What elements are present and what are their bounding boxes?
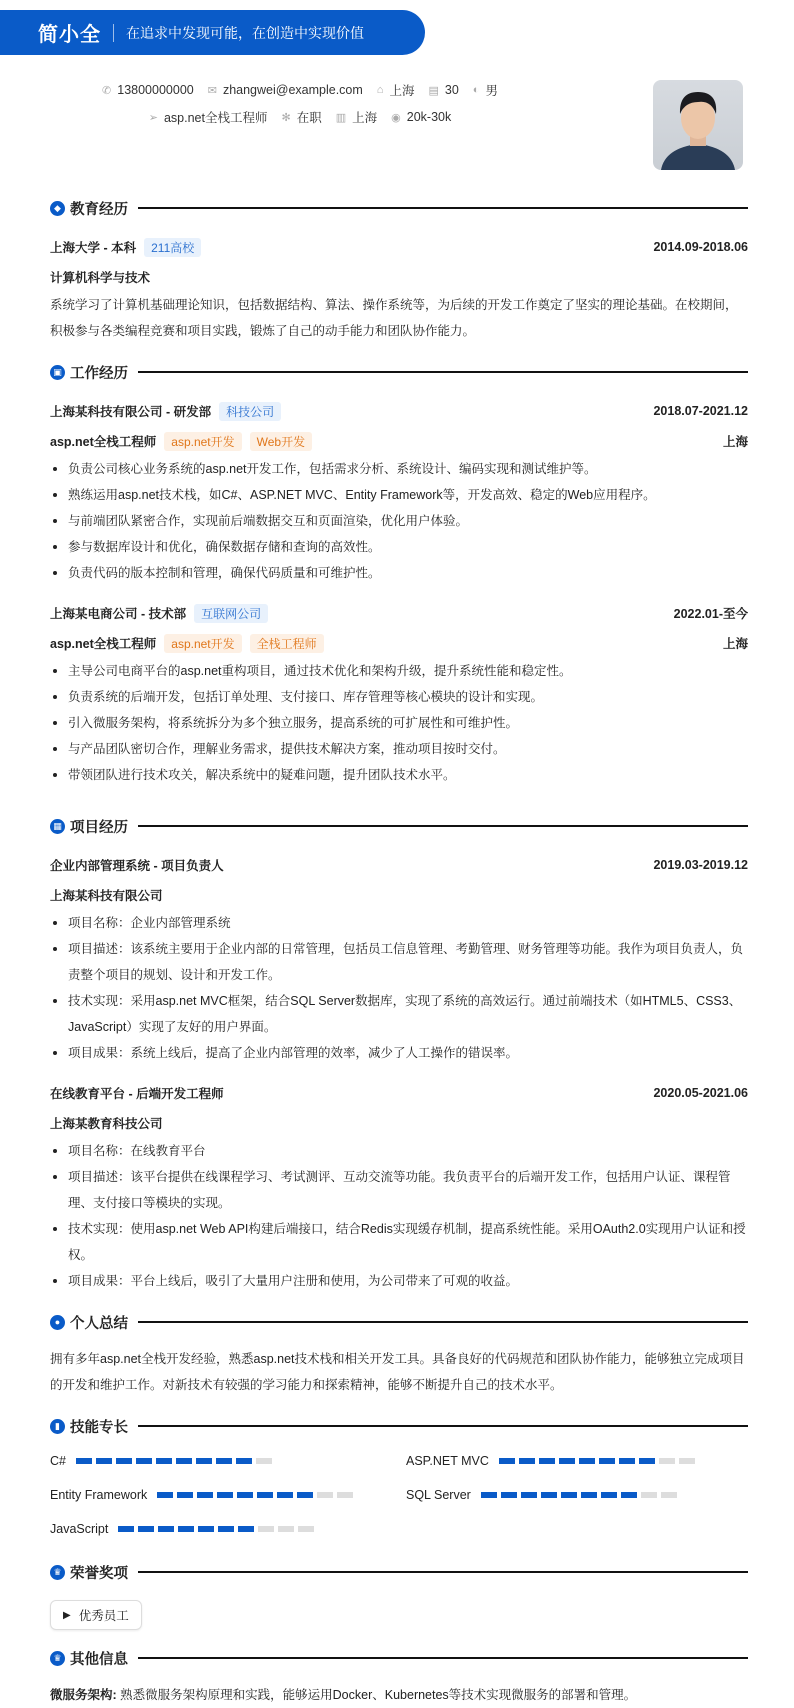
list-item: 主导公司电商平台的asp.net重构项目，通过技术优化和架构升级，提升系统性能和稳定性。 bbox=[50, 658, 748, 684]
resume-content bbox=[50, 196, 748, 1708]
skill-level-segment bbox=[639, 1458, 655, 1464]
role: asp.net全栈工程师 bbox=[50, 637, 157, 651]
education-date: 2014.09-2018.06 bbox=[653, 240, 748, 254]
skill-level-segment bbox=[539, 1458, 555, 1464]
skill-level-segment bbox=[256, 1458, 272, 1464]
skill-level-segment bbox=[158, 1526, 174, 1532]
major: 计算机科学与技术 bbox=[50, 271, 151, 285]
skill-level-segment bbox=[581, 1492, 597, 1498]
skill-level-segment bbox=[297, 1492, 313, 1498]
list-item: 负责系统的后端开发，包括订单处理、支付接口、库存管理等核心模块的设计和实现。 bbox=[50, 684, 748, 710]
phone: 13800000000 bbox=[117, 83, 194, 97]
project-company: 上海某科技有限公司 bbox=[50, 889, 163, 903]
project-company: 上海某教育科技公司 bbox=[50, 1117, 163, 1131]
work-item bbox=[50, 598, 748, 788]
skill-level-segment bbox=[659, 1458, 675, 1464]
section-header-projects bbox=[50, 814, 748, 838]
skill-name: Entity Framework bbox=[50, 1488, 148, 1502]
list-item: 项目描述：该平台提供在线课程学习、考试测评、互动交流等功能。我负责平台的后端开发工作，包括用户认证、课程管理、支付接口等模块的实现。 bbox=[50, 1164, 748, 1216]
grid-icon: ▦ bbox=[50, 819, 65, 834]
section-header-summary bbox=[50, 1310, 748, 1334]
skill-level-segment bbox=[541, 1492, 557, 1498]
divider bbox=[113, 24, 114, 42]
skill-level-segment bbox=[481, 1492, 497, 1498]
skill-level-segment bbox=[521, 1492, 537, 1498]
work-date: 2018.07-2021.12 bbox=[653, 404, 748, 418]
email: zhangwei@example.com bbox=[222, 83, 363, 97]
skill-level-segment bbox=[197, 1492, 213, 1498]
section-line bbox=[138, 1571, 748, 1573]
skill-level-segment bbox=[599, 1458, 615, 1464]
section-header-other bbox=[50, 1646, 748, 1670]
skill-level-bar bbox=[118, 1526, 314, 1532]
education-icon: ◆ bbox=[50, 201, 65, 216]
position: asp.net全栈工程师 bbox=[163, 111, 268, 125]
skill-level-segment bbox=[138, 1526, 154, 1532]
skill-level-segment bbox=[501, 1492, 517, 1498]
project-item bbox=[50, 1078, 748, 1294]
list-item: 项目描述：该系统主要用于企业内部的日常管理，包括员工信息管理、考勤管理、财务管理等功能。我作为项目负责人，负责整个项目的规划、设计和开发工作。 bbox=[50, 936, 748, 988]
section-title: 项目经历 bbox=[70, 819, 128, 836]
gender: 男 bbox=[485, 84, 498, 98]
section-line bbox=[138, 1321, 748, 1323]
list-item: 技术实现：采用asp.net MVC框架，结合SQL Server数据库，实现了系统的高效运行。通过前端技术（如HTML5、CSS3、JavaScript）实现了友好的用户界面。 bbox=[50, 988, 748, 1040]
work-item bbox=[50, 396, 748, 586]
skill-level-segment bbox=[661, 1492, 677, 1498]
list-item: 负责代码的版本控制和管理，确保代码质量和可维护性。 bbox=[50, 560, 748, 586]
skill-level-segment bbox=[337, 1492, 353, 1498]
other-label: 微服务架构: bbox=[50, 1688, 117, 1702]
skill-level-bar bbox=[76, 1458, 272, 1464]
company: 上海某科技有限公司 - 研发部 bbox=[50, 405, 212, 419]
skills-grid bbox=[50, 1450, 748, 1540]
skill-item bbox=[50, 1484, 406, 1506]
skill-name: JavaScript bbox=[50, 1522, 109, 1536]
skill-level-segment bbox=[559, 1458, 575, 1464]
home-icon: ⌂ bbox=[376, 84, 384, 96]
skill-level-segment bbox=[499, 1458, 515, 1464]
skill-level-segment bbox=[679, 1458, 695, 1464]
section-title: 教育经历 bbox=[70, 201, 128, 218]
education-row bbox=[50, 232, 748, 262]
info-row-1 bbox=[0, 81, 600, 99]
skill-level-segment bbox=[118, 1526, 134, 1532]
skill-level-segment bbox=[579, 1458, 595, 1464]
section-line bbox=[138, 207, 748, 209]
info-icon: ♛ bbox=[50, 1651, 65, 1666]
skill-level-segment bbox=[76, 1458, 92, 1464]
section-title: 其他信息 bbox=[70, 1651, 128, 1668]
skill-level-segment bbox=[176, 1458, 192, 1464]
school: 上海大学 - 本科 bbox=[50, 241, 137, 255]
project-title: 企业内部管理系统 - 项目负责人 bbox=[50, 859, 224, 873]
skill-level-segment bbox=[236, 1458, 252, 1464]
list-item: 熟练运用asp.net技术栈，如C#、ASP.NET MVC、Entity Framework等，开发高效、稳定的Web应用程序。 bbox=[50, 482, 748, 508]
skill-level-segment bbox=[157, 1492, 173, 1498]
age: 30 bbox=[444, 83, 459, 97]
avatar-photo bbox=[653, 80, 743, 170]
skill-level-segment bbox=[178, 1526, 194, 1532]
email-icon: ✉ bbox=[207, 84, 217, 97]
work-city: 上海 bbox=[722, 435, 748, 449]
project-title: 在线教育平台 - 后端开发工程师 bbox=[50, 1087, 224, 1101]
gender-icon: ◐ bbox=[472, 84, 480, 96]
skill-level-segment bbox=[218, 1526, 234, 1532]
list-item: 技术实现：使用asp.net Web API构建后端接口，结合Redis实现缓存机制，提高系统性能。采用OAuth2.0实现用户认证和授权。 bbox=[50, 1216, 748, 1268]
briefcase-icon: ▣ bbox=[50, 365, 65, 380]
skill-level-segment bbox=[561, 1492, 577, 1498]
list-item: 带领团队进行技术攻关，解决系统中的疑难问题，提升团队技术水平。 bbox=[50, 762, 748, 788]
motto: 在追求中发现可能，在创造中实现价值 bbox=[126, 24, 364, 41]
chart-icon: ▮ bbox=[50, 1419, 65, 1434]
section-header-education bbox=[50, 196, 748, 220]
section-line bbox=[138, 825, 748, 827]
skill-level-segment bbox=[258, 1526, 274, 1532]
skill-level-segment bbox=[96, 1458, 112, 1464]
skill-level-segment bbox=[257, 1492, 273, 1498]
skill-level-segment bbox=[519, 1458, 535, 1464]
project-date: 2019.03-2019.12 bbox=[653, 858, 748, 872]
skill-level-segment bbox=[277, 1492, 293, 1498]
section-title: 工作经历 bbox=[70, 365, 128, 382]
skill-level-segment bbox=[216, 1458, 232, 1464]
role-tag: asp.net开发 bbox=[164, 432, 241, 451]
skill-item bbox=[406, 1450, 748, 1472]
section-line bbox=[138, 371, 748, 373]
skill-item bbox=[406, 1484, 748, 1506]
city: 上海 bbox=[389, 84, 415, 98]
skill-level-segment bbox=[298, 1526, 314, 1532]
company: 上海某电商公司 - 技术部 bbox=[50, 607, 187, 621]
skill-level-segment bbox=[116, 1458, 132, 1464]
skill-level-segment bbox=[196, 1458, 212, 1464]
list-item: 与前端团队紧密合作，实现前后端数据交互和页面渲染，优化用户体验。 bbox=[50, 508, 748, 534]
list-item: 与产品团队密切合作，理解业务需求，提供技术解决方案，推动项目按时交付。 bbox=[50, 736, 748, 762]
honor-label: 优秀员工 bbox=[78, 1609, 129, 1623]
list-item: 项目成果：平台上线后，吸引了大量用户注册和使用，为公司带来了可观的收益。 bbox=[50, 1268, 748, 1294]
skill-level-segment bbox=[136, 1458, 152, 1464]
skill-level-bar bbox=[157, 1492, 353, 1498]
salary: 20k-30k bbox=[406, 110, 452, 124]
honor-item[interactable] bbox=[50, 1600, 142, 1630]
role: asp.net全栈工程师 bbox=[50, 435, 157, 449]
skill-level-segment bbox=[217, 1492, 233, 1498]
award-icon: ♛ bbox=[50, 1565, 65, 1580]
work-date: 2022.01-至今 bbox=[673, 607, 748, 621]
list-item: 项目名称：在线教育平台 bbox=[50, 1138, 748, 1164]
list-item: 负责公司核心业务系统的asp.net开发工作，包括需求分析、系统设计、编码实现和测试维护等。 bbox=[50, 456, 748, 482]
play-icon: ▶ bbox=[63, 1609, 71, 1621]
project-item bbox=[50, 850, 748, 1066]
other-text: 熟悉微服务架构原理和实践，能够运用Docker、Kubernetes等技术实现微服务的部署和管理。 bbox=[120, 1688, 637, 1702]
phone-icon: ✆ bbox=[102, 84, 112, 97]
role-tag: 全栈工程师 bbox=[250, 634, 324, 653]
section-header-skills bbox=[50, 1414, 748, 1438]
skill-level-bar bbox=[481, 1492, 677, 1498]
section-header-work bbox=[50, 360, 748, 384]
summary-text: 拥有多年asp.net全栈开发经验，熟悉asp.net技术栈和相关开发工具。具备良好的代码规范和团队协作能力，能够独立完成项目的开发和维护工作。对新技术有较强的学习能力和探索精神，能够不断提升自己的技术水平。 bbox=[50, 1352, 745, 1392]
list-item: 参与数据库设计和优化，确保数据存储和查询的高效性。 bbox=[50, 534, 748, 560]
skill-name: ASP.NET MVC bbox=[406, 1454, 489, 1468]
list-item: 项目成果：系统上线后，提高了企业内部管理的效率，减少了人工操作的错误率。 bbox=[50, 1040, 748, 1066]
info-row-2 bbox=[0, 108, 600, 126]
project-date: 2020.05-2021.06 bbox=[653, 1086, 748, 1100]
skill-level-segment bbox=[238, 1526, 254, 1532]
skill-level-segment bbox=[619, 1458, 635, 1464]
status: 在职 bbox=[296, 111, 322, 125]
skill-name: C# bbox=[50, 1454, 66, 1468]
skill-level-segment bbox=[237, 1492, 253, 1498]
education-desc: 系统学习了计算机基础理论知识，包括数据结构、算法、操作系统等，为后续的开发工作奠定了坚实的理论基础。在校期间，积极参与各类编程竞赛和项目实践，锻炼了自己的动手能力和团队协作能力。 bbox=[50, 298, 738, 338]
target-city: 上海 bbox=[352, 111, 378, 125]
list-item: 引入微服务架构，将系统拆分为多个独立服务，提高系统的可扩展性和可维护性。 bbox=[50, 710, 748, 736]
skill-name: SQL Server bbox=[406, 1488, 471, 1502]
status-icon: ✻ bbox=[281, 111, 291, 124]
skill-item bbox=[50, 1518, 406, 1540]
company-tag: 科技公司 bbox=[219, 402, 281, 421]
header-banner bbox=[0, 10, 425, 55]
other-info bbox=[50, 1682, 748, 1708]
building-icon: ▥ bbox=[335, 111, 347, 124]
skill-level-segment bbox=[177, 1492, 193, 1498]
section-title: 荣誉奖项 bbox=[70, 1565, 128, 1582]
section-title: 技能专长 bbox=[70, 1419, 128, 1436]
skill-level-segment bbox=[198, 1526, 214, 1532]
send-icon: ➢ bbox=[148, 111, 158, 124]
section-header-honors bbox=[50, 1560, 748, 1584]
company-tag: 互联网公司 bbox=[194, 604, 268, 623]
section-title: 个人总结 bbox=[70, 1315, 128, 1332]
candidate-name: 简小全 bbox=[38, 24, 101, 46]
skill-level-segment bbox=[621, 1492, 637, 1498]
age-icon: ▤ bbox=[428, 84, 439, 97]
skill-item bbox=[50, 1450, 406, 1472]
skill-level-bar bbox=[499, 1458, 695, 1464]
skill-level-segment bbox=[641, 1492, 657, 1498]
role-tag: Web开发 bbox=[250, 432, 312, 451]
skill-level-segment bbox=[156, 1458, 172, 1464]
section-line bbox=[138, 1425, 748, 1427]
list-item: 项目名称：企业内部管理系统 bbox=[50, 910, 748, 936]
role-tag: asp.net开发 bbox=[164, 634, 241, 653]
school-tag: 211高校 bbox=[144, 238, 201, 257]
user-icon: ● bbox=[50, 1315, 65, 1330]
salary-icon: ◉ bbox=[391, 111, 401, 124]
section-line bbox=[138, 1657, 748, 1659]
skill-level-segment bbox=[601, 1492, 617, 1498]
work-city: 上海 bbox=[722, 637, 748, 651]
skill-level-segment bbox=[317, 1492, 333, 1498]
skill-level-segment bbox=[278, 1526, 294, 1532]
